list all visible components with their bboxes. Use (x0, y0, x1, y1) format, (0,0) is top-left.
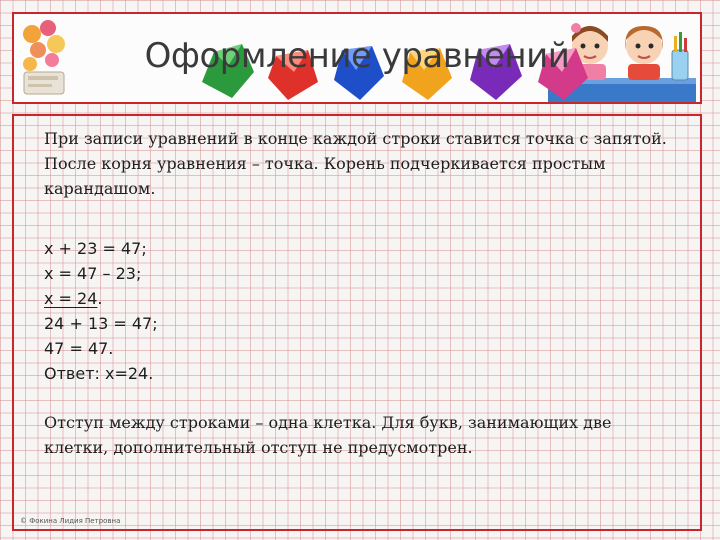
copyright-text: © Фокина Лидия Петровна (20, 517, 121, 525)
check-line: 47 = 47. (44, 339, 114, 358)
equation-example (44, 236, 158, 386)
equation-line: x + 23 = 47; (44, 239, 147, 258)
spacing-paragraph: Отступ между строками – одна клетка. Для букв, занимающих две клетки, дополнительный отступ не предусмотрен. (44, 413, 612, 457)
page-title: Оформление уравнений (144, 36, 570, 76)
header-banner (12, 12, 702, 104)
underlined-root: x = 24 (44, 289, 98, 308)
rule-paragraph: При записи уравнений в конце каждой строки ставится точка с запятой. После корня уравнения – точка. Корень подчеркивается простым карандашом. (44, 129, 667, 198)
content-panel (12, 114, 702, 531)
check-line: 24 + 13 = 47; (44, 314, 158, 333)
equation-line (44, 286, 158, 311)
equation-line: x = 47 – 23; (44, 264, 142, 283)
answer-line: Ответ: x=24. (44, 364, 154, 383)
equation-period: . (97, 289, 103, 308)
